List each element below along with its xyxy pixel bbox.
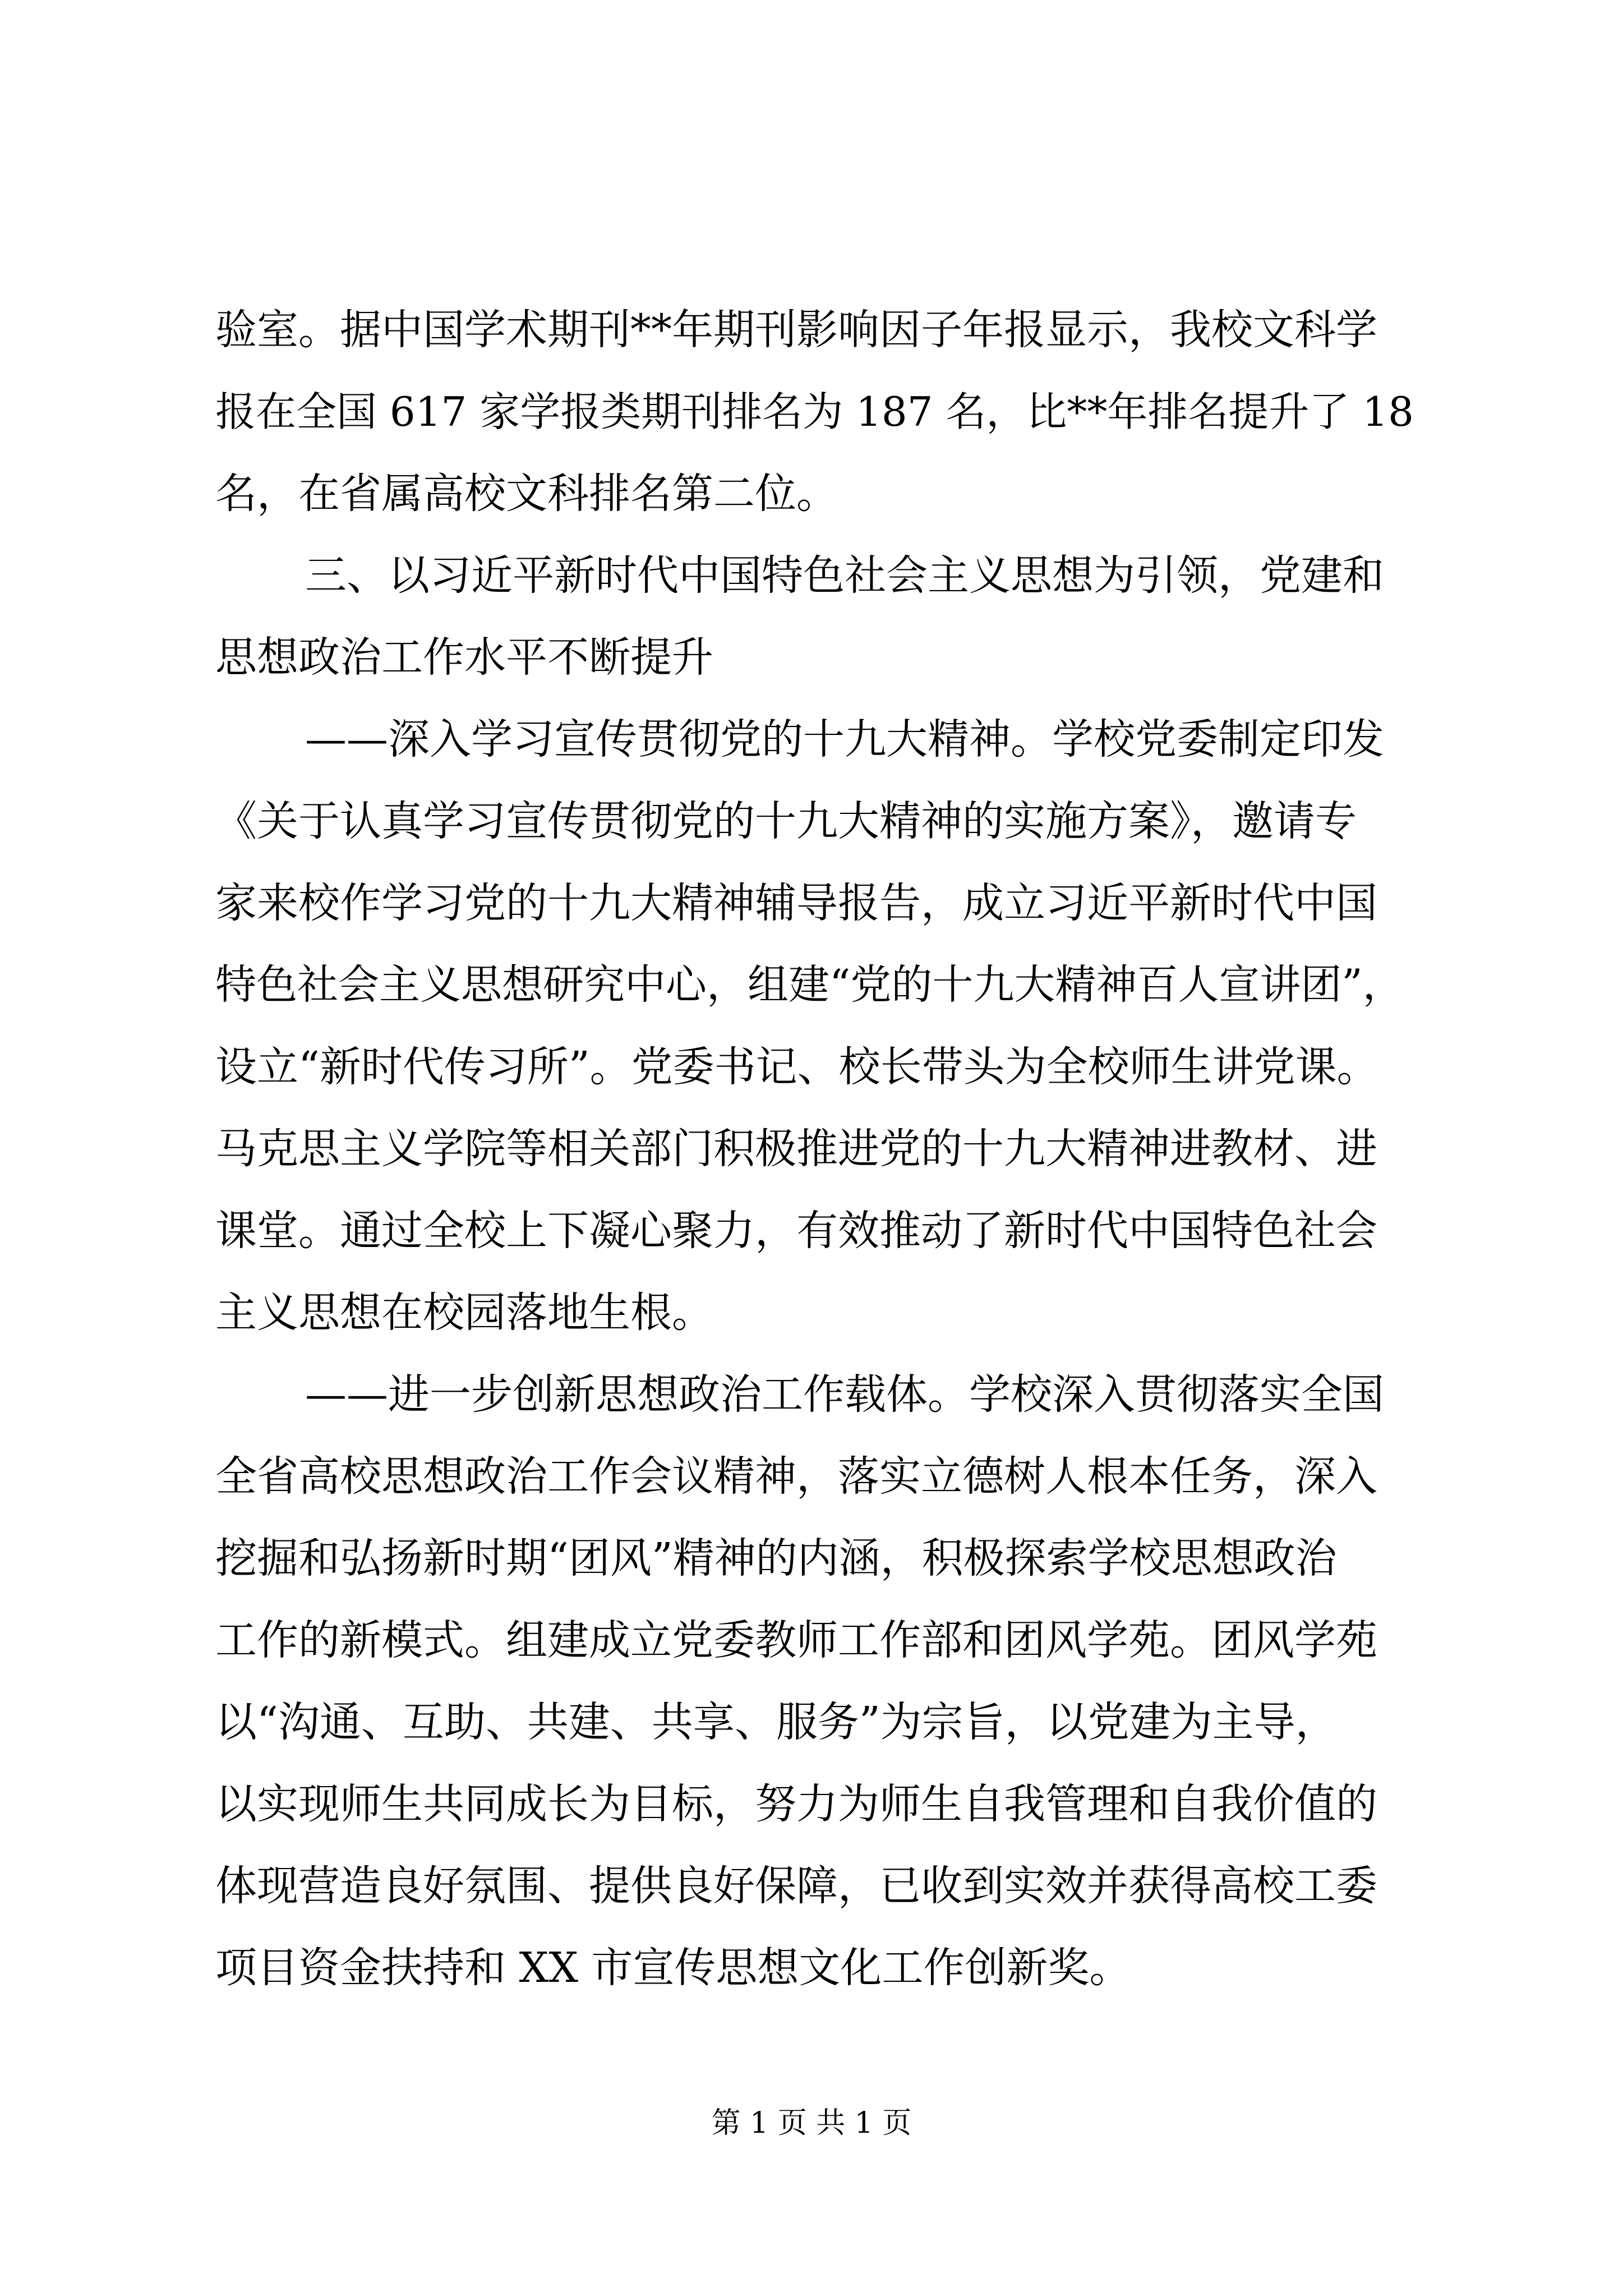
text-line: 挖掘和弘扬新时期“团风”精神的内涵，积极探索学校思想政治	[215, 1534, 1337, 1582]
text-line: 报在全国 617 家学报类期刊排名为 187 名，比**年排名提升了 18	[215, 388, 1414, 435]
text-line: 马克思主义学院等相关部门积极推进党的十九大精神进教材、进	[215, 1125, 1377, 1173]
text-line: 工作的新模式。组建成立党委教师工作部和团风学苑。团风学苑	[215, 1616, 1377, 1664]
page-footer: 第 1 页 共 1 页	[711, 2106, 912, 2140]
text-line: ——深入学习宣传贯彻党的十九大精神。学校党委制定印发	[305, 715, 1384, 763]
text-line: 三、以习近平新时代中国特色社会主义思想为引领，党建和	[305, 551, 1384, 600]
text-line: 思想政治工作水平不断提升	[215, 633, 713, 682]
document-body	[215, 289, 1415, 2009]
text-line: 《关于认真学习宣传贯彻党的十九大精神的实施方案》，邀请专	[215, 797, 1357, 845]
text-line: 全省高校思想政治工作会议精神，落实立德树人根本任务，深入	[215, 1452, 1377, 1501]
text-line: 项目资金扶持和 XX 市宣传思想文化工作创新奖。	[215, 1944, 1131, 1992]
text-line: 以实现师生共同成长为目标，努力为师生自我管理和自我价值的	[215, 1780, 1377, 1828]
text-line: 名，在省属高校文科排名第二位。	[215, 470, 838, 518]
text-line: 以“沟通、互助、共建、共享、服务”为宗旨，以党建为主导，	[215, 1698, 1337, 1746]
text-line: 主义思想在校园落地生根。	[215, 1289, 713, 1337]
text-line: 家来校作学习党的十九大精神辅导报告，成立习近平新时代中国	[215, 879, 1377, 927]
text-line: 课堂。通过全校上下凝心聚力，有效推动了新时代中国特色社会	[215, 1207, 1377, 1255]
text-line: 特色社会主义思想研究中心，组建“党的十九大精神百人宣讲团”，	[215, 961, 1404, 1009]
text-line: 体现营造良好氛围、提供良好保障，已收到实效并获得高校工委	[215, 1862, 1377, 1910]
text-line: 设立“新时代传习所”。党委书记、校长带头为全校师生讲党课。	[215, 1043, 1378, 1091]
text-line: 验室。据中国学术期刊**年期刊影响因子年报显示，我校文科学	[215, 306, 1377, 354]
text-line: ——进一步创新思想政治工作载体。学校深入贯彻落实全国	[305, 1370, 1384, 1419]
